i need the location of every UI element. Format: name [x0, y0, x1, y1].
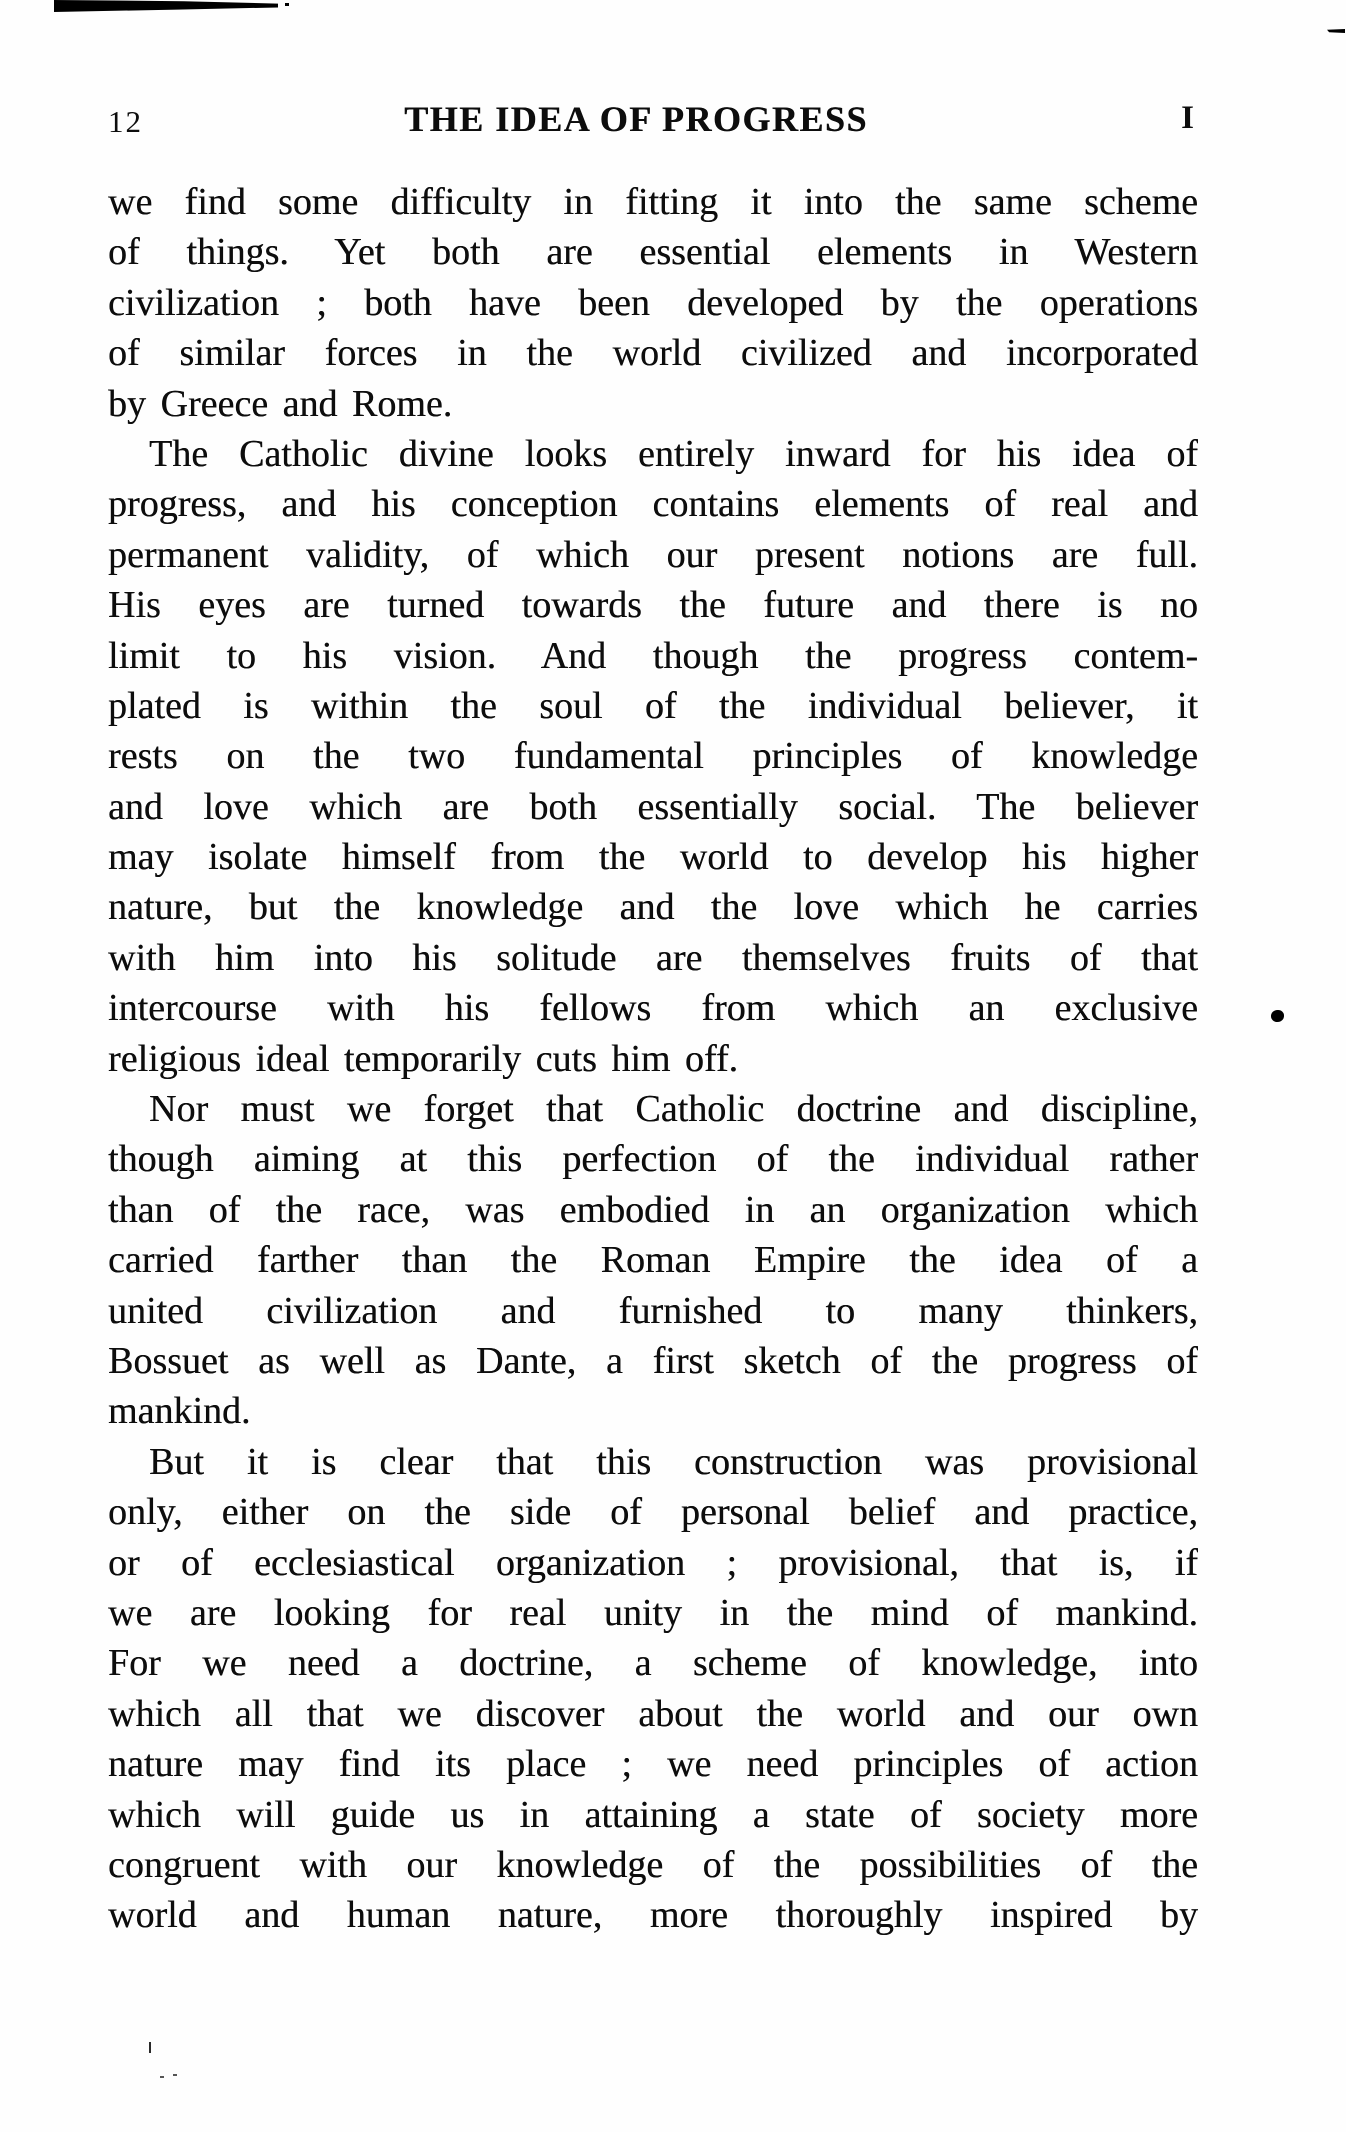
scan-dash-top-right [1327, 29, 1345, 33]
text-line: The Catholic divine looks entirely inward for his idea of [149, 432, 1198, 475]
text-line: we are looking for real unity in the mind of mankind. [108, 1591, 1198, 1634]
text-line: may isolate himself from the world to develop his higher [108, 836, 1198, 879]
text-line: with him into his solitude are themselves fruits of that [108, 936, 1198, 979]
running-title: THE IDEA OF PROGRESS [404, 99, 868, 139]
text-line: religious ideal temporarily cuts him off. [108, 1037, 739, 1080]
text-line: congruent with our knowledge of the possibilities of the [108, 1843, 1198, 1886]
text-line: progress, and his conception contains elements of real and [108, 483, 1198, 526]
text-line: permanent validity, of which our present notions are full. [108, 533, 1198, 576]
text-line: Bossuet as well as Dante, a first sketch of the progress of [108, 1339, 1198, 1382]
text-line: civilization ; both have been developed by the operations [108, 281, 1198, 324]
text-line: united civilization and furnished to many thinkers, [108, 1289, 1198, 1332]
text-line: we find some difficulty in fitting it into the same scheme [108, 181, 1198, 223]
scan-speck-bottom-1 [149, 2042, 151, 2053]
text-line: plated is within the soul of the individual believer, it [108, 684, 1198, 727]
scan-smudge-top-left [54, 0, 278, 12]
text-line: or of ecclesiastical organization ; provisional, that is, if [108, 1541, 1198, 1584]
text-line: by Greece and Rome. [108, 382, 453, 425]
text-line: But it is clear that this construction was provisional [149, 1440, 1198, 1483]
text-line: For we need a doctrine, a scheme of knowledge, into [108, 1642, 1198, 1685]
text-line: carried farther than the Roman Empire the idea of a [108, 1239, 1198, 1282]
text-line: of things. Yet both are essential elements in Western [108, 231, 1198, 274]
text-line: world and human nature, more thoroughly inspired by [108, 1894, 1198, 1937]
text-line: Nor must we forget that Catholic doctrine and discipline, [149, 1088, 1198, 1131]
text-line: intercourse with his fellows from which an exclusive [108, 987, 1198, 1030]
text-line: rests on the two fundamental principles of knowledge [108, 735, 1198, 778]
running-header [108, 98, 1198, 144]
text-line: and love which are both essentially social. The believer [108, 785, 1198, 828]
text-line: limit to his vision. And though the progress contem- [108, 634, 1198, 677]
text-line: only, either on the side of personal belief and practice, [108, 1491, 1198, 1534]
scan-speck-bottom-2 [160, 2076, 164, 2078]
page-number: 12 [108, 104, 143, 139]
text-line: nature, but the knowledge and the love which he carries [108, 886, 1198, 929]
text-line: than of the race, was embodied in an organization which [108, 1188, 1198, 1231]
chapter-numeral: I [1181, 100, 1194, 136]
text-line: which will guide us in attaining a state of society more [108, 1793, 1198, 1836]
ink-dot-right-margin [1271, 1010, 1284, 1022]
text-line: nature may find its place ; we need principles of action [108, 1743, 1198, 1786]
text-line: mankind. [108, 1390, 251, 1433]
text-line: though aiming at this perfection of the individual rather [108, 1138, 1198, 1181]
page-body-text [108, 177, 1198, 1941]
scan-speck-top [285, 3, 289, 6]
text-line: which all that we discover about the world and our own [108, 1692, 1198, 1735]
text-line: of similar forces in the world civilized and incorporated [108, 332, 1198, 375]
text-line: His eyes are turned towards the future and there is no [108, 584, 1198, 627]
scan-speck-bottom-3 [173, 2074, 177, 2076]
